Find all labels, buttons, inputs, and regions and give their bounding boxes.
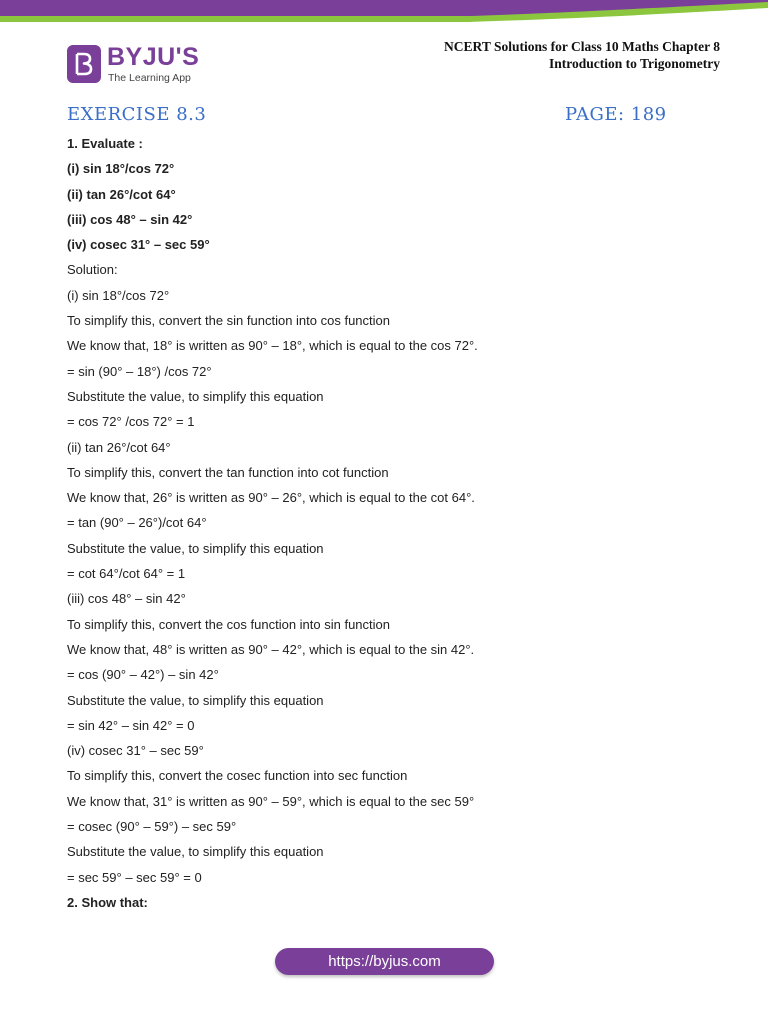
content-line: To simplify this, convert the cosec function into sec function: [67, 768, 408, 784]
content-line: We know that, 48° is written as 90° – 42°, which is equal to the sin 42°.: [67, 641, 475, 657]
website-link-button[interactable]: https://byjus.com: [275, 948, 494, 975]
content-line: (iv) cosec 31° – sec 59°: [67, 237, 210, 253]
content-line: 1. Evaluate :: [67, 136, 143, 151]
content-line: (iii) cos 48° – sin 42°: [67, 211, 193, 227]
logo-badge-icon: [67, 45, 101, 83]
content-line: We know that, 31° is written as 90° – 59°, which is equal to the sec 59°: [67, 793, 475, 809]
content-line: (ii) tan 26°/cot 64°: [67, 439, 171, 455]
content-line: = sin 42° – sin 42° = 0: [67, 717, 195, 733]
content-line: = sin (90° – 18°) /cos 72°: [67, 363, 212, 379]
byjus-logo: [67, 45, 227, 89]
content-line: To simplify this, convert the tan function into cot function: [67, 464, 389, 480]
top-decorative-band: [0, 0, 768, 24]
brand-tagline: The Learning App: [108, 72, 191, 84]
exercise-heading: EXERCISE 8.3: [67, 104, 207, 125]
content-line: (iv) cosec 31° – sec 59°: [67, 743, 204, 759]
content-line: (i) sin 18°/cos 72°: [67, 161, 175, 177]
content-line: To simplify this, convert the sin function into cos function: [67, 313, 390, 329]
content-line: (iii) cos 48° – sin 42°: [67, 591, 186, 607]
content-line: Substitute the value, to simplify this equation: [67, 540, 324, 556]
content-line: = cos (90° – 42°) – sin 42°: [67, 667, 219, 683]
content-line: We know that, 26° is written as 90° – 26°, which is equal to the cot 64°.: [67, 490, 475, 506]
content-line: Solution:: [67, 262, 118, 278]
content-line: Substitute the value, to simplify this equation: [67, 844, 324, 860]
solution-body: [67, 134, 707, 918]
header-title-line-1: NCERT Solutions for Class 10 Maths Chapter 8: [444, 39, 720, 54]
brand-name: BYJU'S: [107, 43, 200, 71]
content-line: We know that, 18° is written as 90° – 18°, which is equal to the cos 72°.: [67, 338, 478, 354]
content-line: To simplify this, convert the cos function into sin function: [67, 616, 390, 632]
content-line: (ii) tan 26°/cot 64°: [67, 186, 176, 202]
document-header-title: [444, 38, 720, 72]
content-line: Substitute the value, to simplify this equation: [67, 388, 324, 404]
content-line: = sec 59° – sec 59° = 0: [67, 869, 202, 885]
header-title-line-2: Introduction to Trigonometry: [549, 56, 720, 71]
content-line: = cot 64°/cot 64° = 1: [67, 566, 186, 582]
content-line: (i) sin 18°/cos 72°: [67, 287, 170, 303]
content-line: 2. Show that:: [67, 894, 148, 910]
content-line: = tan (90° – 26°)/cot 64°: [67, 515, 207, 531]
content-line: = cosec (90° – 59°) – sec 59°: [67, 819, 237, 835]
content-line: = cos 72° /cos 72° = 1: [67, 414, 195, 430]
page-number-label: PAGE: 189: [565, 104, 667, 125]
content-line: Substitute the value, to simplify this equation: [67, 692, 324, 708]
